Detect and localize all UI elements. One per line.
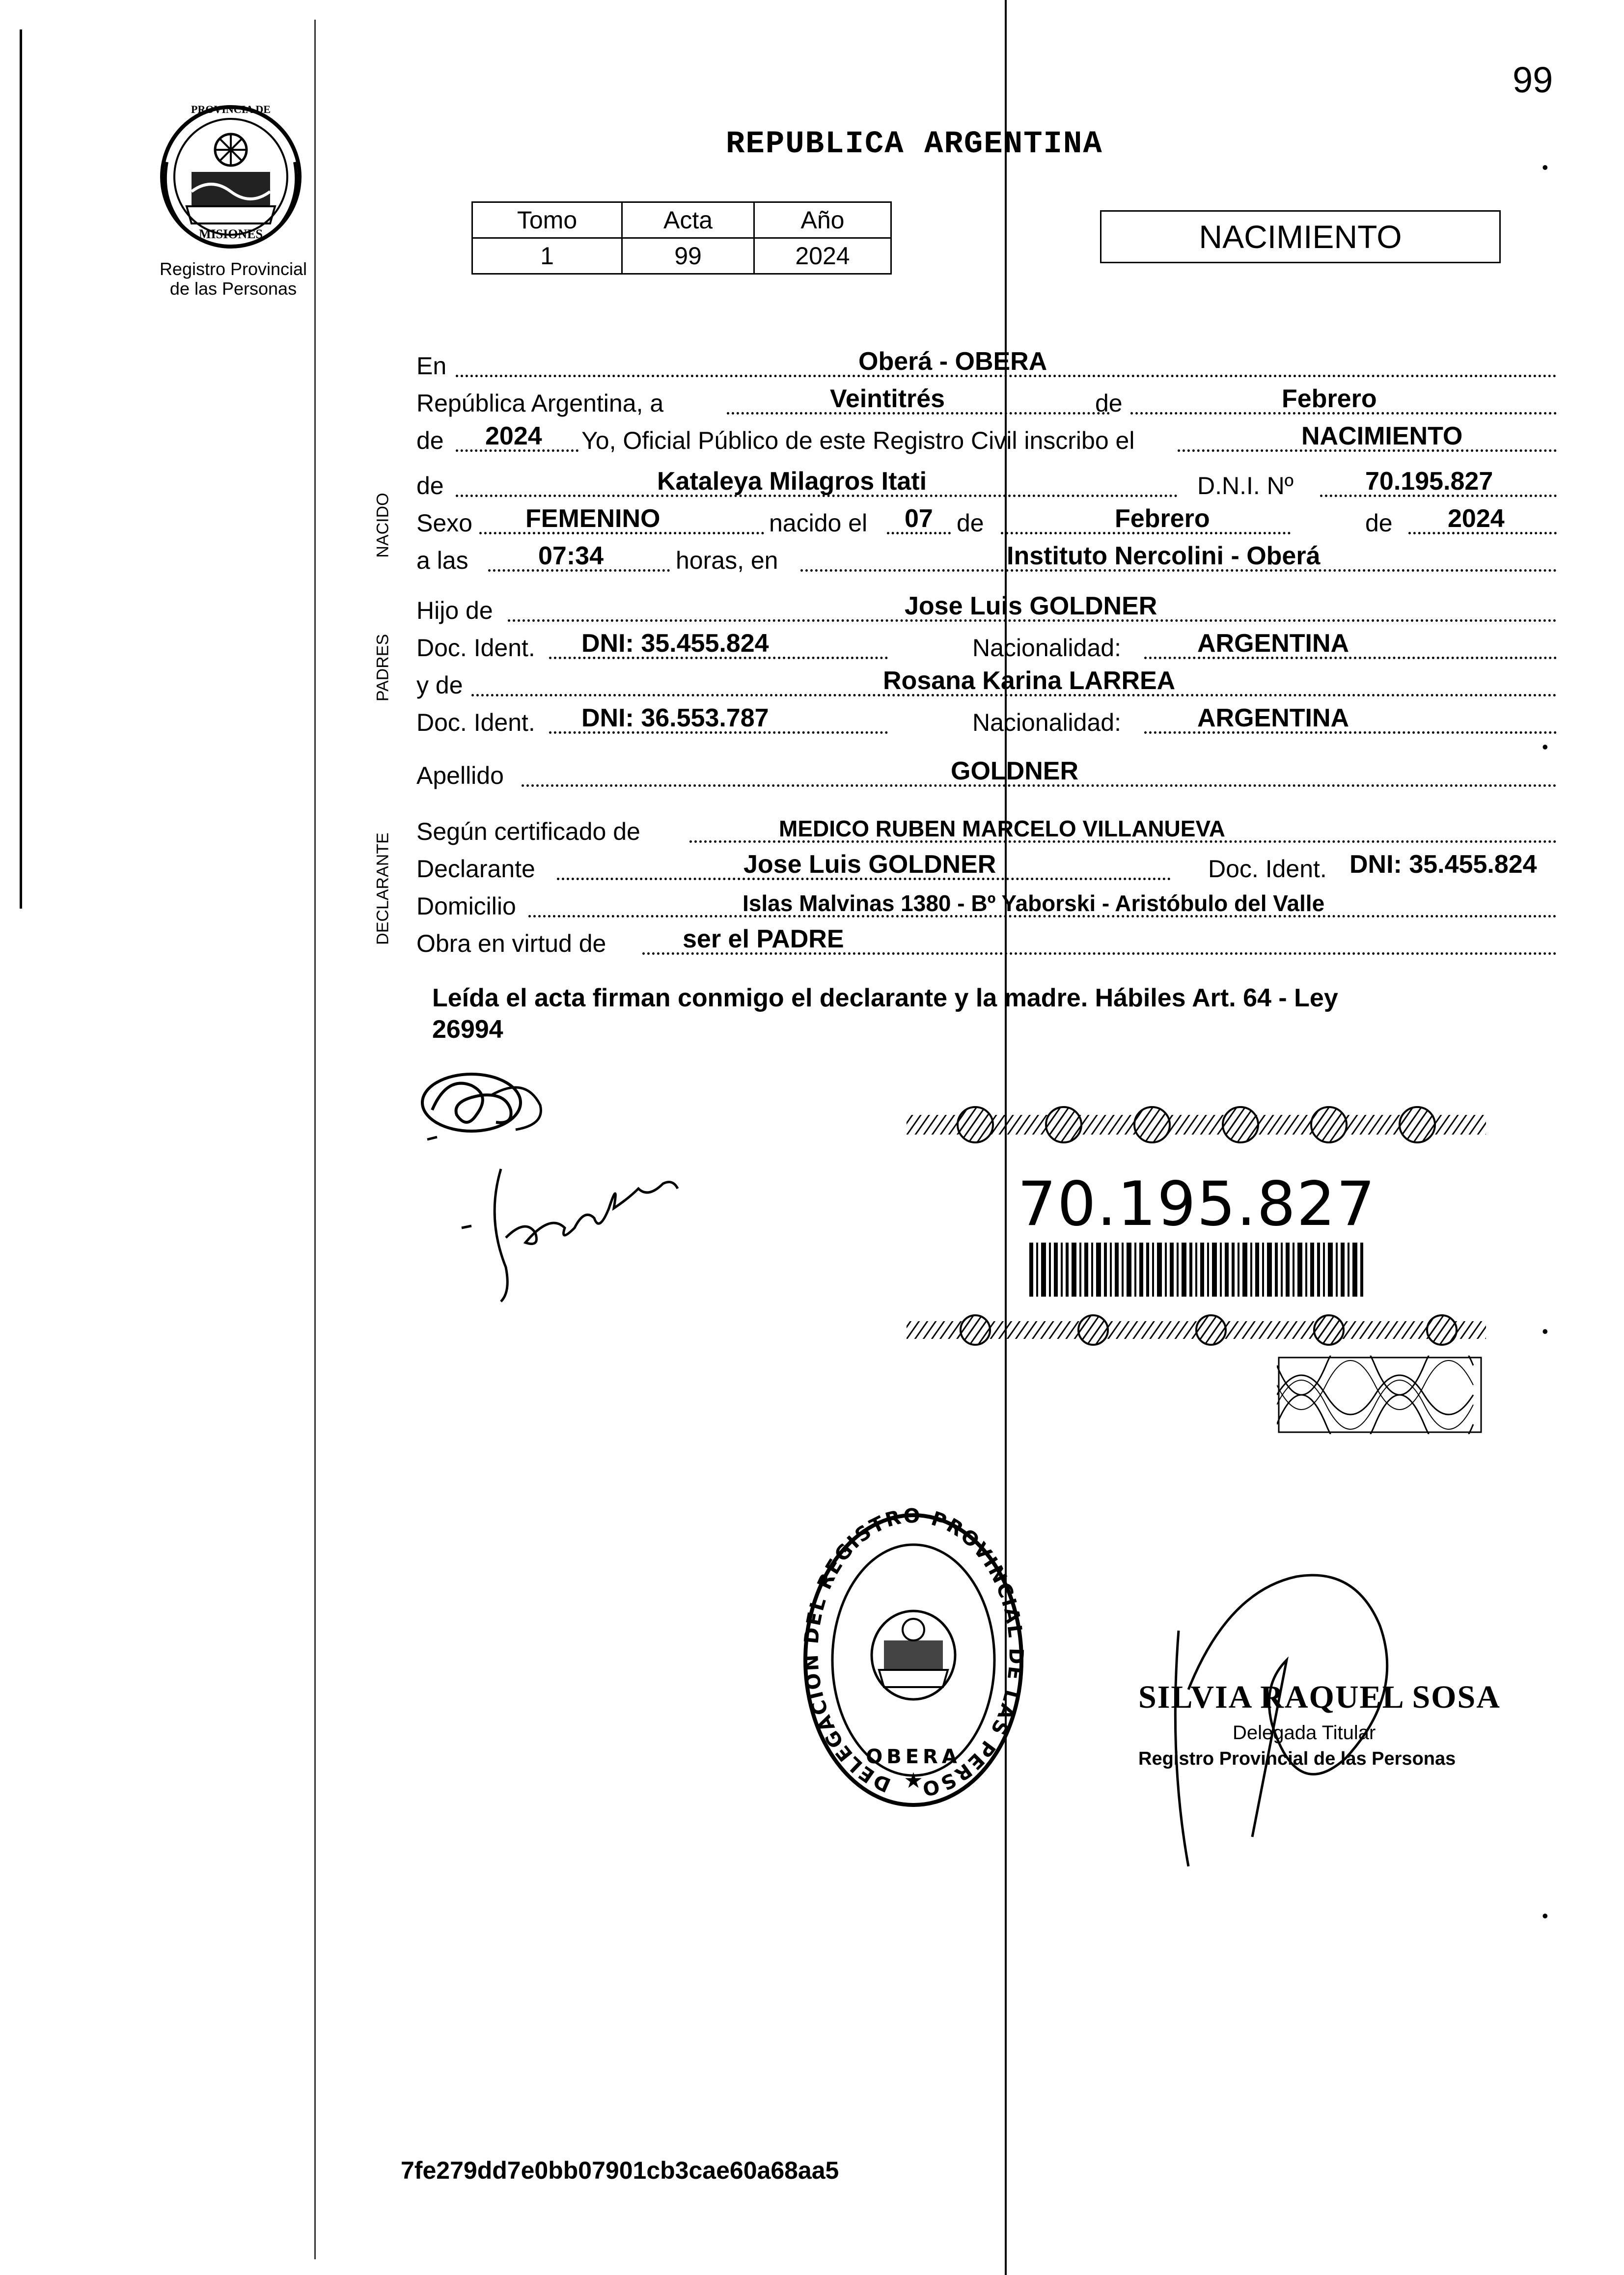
seal-text-top: PROVINCIA DE — [191, 103, 271, 115]
label-official-statement: Yo, Oficial Público de este Registro Civil inscribo el — [581, 427, 1135, 454]
stamp-ring-text: DELEGACION DEL REGISTRO PROVINCIAL DE LAS PERSO — [800, 1508, 1026, 1801]
row-father — [416, 594, 1557, 629]
document-hash: 7fe279dd7e0bb07901cb3cae60a68aa5 — [401, 2157, 839, 2184]
declarant-signature — [413, 1066, 555, 1149]
header-tomo: Tomo — [472, 202, 622, 238]
label-de: de — [416, 472, 444, 499]
label-doc-ident: Doc. Ident. — [416, 709, 535, 736]
label-segun-certificado: Según certificado de — [416, 818, 640, 845]
value-acta: 99 — [622, 238, 754, 274]
value-father-nationality: ARGENTINA — [1197, 629, 1349, 658]
row-address — [416, 890, 1557, 924]
section-tag-padres: PADRES — [373, 634, 392, 702]
row-mother — [416, 666, 1557, 703]
official-signature — [1149, 1562, 1473, 1876]
scan-mark: • — [1542, 1906, 1548, 1926]
value-birth-place: Instituto Nercolini - Oberá — [1007, 542, 1321, 570]
row-child-name — [416, 467, 1557, 504]
row-sex-and-birthdate — [416, 504, 1557, 541]
value-capacity: ser el PADRE — [683, 925, 844, 953]
section-tag-nacido: NACIDO — [373, 493, 392, 558]
official-title: Delegada Titular — [1233, 1722, 1376, 1744]
official-name: SILVIA RAQUEL SOSA — [1138, 1679, 1501, 1715]
label-nacionalidad: Nacionalidad: — [972, 709, 1121, 736]
label-domicilio: Domicilio — [416, 892, 516, 920]
label-y-de: y de — [416, 671, 463, 699]
value-birth-time: 07:34 — [538, 542, 604, 570]
label-sexo: Sexo — [416, 509, 472, 537]
sticker-top-band — [907, 1107, 1486, 1142]
sticker-bottom-band — [907, 1315, 1486, 1345]
label-de: de — [1365, 509, 1393, 537]
registry-caption-line2: de las Personas — [169, 278, 297, 299]
label-nacido-el: nacido el — [769, 509, 868, 537]
dni-sticker — [902, 1105, 1491, 1360]
row-father-doc — [416, 629, 1557, 666]
label-declarante: Declarante — [416, 855, 535, 883]
value-declarant-name: Jose Luis GOLDNER — [743, 850, 996, 879]
value-child-name: Kataleya Milagros Itati — [657, 467, 927, 496]
province-seal — [157, 103, 304, 250]
mother-signature — [452, 1149, 683, 1306]
value-registration-month: Febrero — [1282, 385, 1377, 413]
value-address: Islas Malvinas 1380 - Bº Yaborski - Aristóbulo del Valle — [743, 890, 1325, 916]
registry-caption-line1: Registro Provincial — [159, 259, 307, 279]
value-mother-doc: DNI: 36.553.787 — [581, 704, 769, 732]
value-birth-month: Febrero — [1115, 504, 1210, 533]
value-father-doc: DNI: 35.455.824 — [581, 629, 769, 658]
acta-type-box: NACIMIENTO — [1100, 210, 1501, 263]
official-office: Registro Provincial de las Personas — [1138, 1748, 1456, 1769]
stamp-city: OBERA — [866, 1746, 961, 1768]
record-reference-header-row — [472, 202, 891, 238]
label-en: En — [416, 352, 447, 380]
value-certificate: MEDICO RUBEN MARCELO VILLANUEVA — [779, 816, 1225, 841]
label-obra-en-virtud: Obra en virtud de — [416, 930, 606, 957]
row-registration-date — [416, 387, 1557, 421]
scan-mark: • — [1542, 1321, 1548, 1341]
row-declarant — [416, 850, 1557, 887]
label-republica: República Argentina, a — [416, 389, 664, 417]
closing-note-line2: 26994 — [432, 1015, 503, 1044]
binding-edge-line — [20, 29, 22, 909]
label-a-las: a las — [416, 547, 468, 574]
official-oval-stamp — [800, 1508, 1026, 1812]
closing-note-line1: Leída el acta firman conmigo el declarante y la madre. Hábiles Art. 64 - Ley — [432, 984, 1338, 1012]
label-doc-ident: Doc. Ident. — [1208, 855, 1327, 883]
record-reference-table — [471, 201, 892, 275]
security-guilloche — [1277, 1356, 1483, 1434]
sticker-number: 70.195.827 — [1018, 1169, 1376, 1240]
margin-line — [314, 20, 316, 2259]
label-hijo-de: Hijo de — [416, 597, 493, 624]
label-de: de — [957, 509, 984, 537]
value-act-type: NACIMIENTO — [1301, 422, 1463, 450]
value-child-dni: 70.195.827 — [1365, 467, 1493, 496]
row-birth-time-and-place — [416, 544, 1557, 579]
header-acta: Acta — [622, 202, 754, 238]
value-place: Oberá - OBERA — [858, 347, 1047, 376]
label-de: de — [416, 427, 444, 454]
value-mother-name: Rosana Karina LARREA — [883, 666, 1176, 695]
section-tag-declarante: DECLARANTE — [373, 832, 392, 945]
value-sex: FEMENINO — [525, 504, 661, 533]
seal-text-bottom: MISIONES — [198, 227, 263, 241]
header-ano: Año — [754, 202, 891, 238]
country-title: REPUBLICA ARGENTINA — [726, 127, 1103, 162]
row-certificate — [416, 815, 1557, 850]
stamp-emblem — [872, 1611, 955, 1699]
sticker-barcode — [1029, 1243, 1363, 1297]
value-tomo: 1 — [472, 238, 622, 274]
closing-note — [432, 982, 1542, 1045]
label-doc-ident: Doc. Ident. — [416, 634, 535, 662]
scan-mark: • — [1542, 737, 1548, 757]
row-place — [416, 347, 1557, 384]
value-birth-day: 07 — [905, 504, 933, 533]
row-year-and-act — [416, 424, 1557, 459]
label-horas-en: horas, en — [676, 547, 778, 574]
value-surname: GOLDNER — [951, 757, 1078, 785]
label-dni: D.N.I. Nº — [1197, 472, 1294, 499]
scan-mark: • — [1542, 157, 1548, 177]
value-birth-year: 2024 — [1448, 504, 1505, 533]
value-ano: 2024 — [754, 238, 891, 274]
value-mother-nationality: ARGENTINA — [1197, 704, 1349, 732]
label-nacionalidad: Nacionalidad: — [972, 634, 1121, 662]
record-reference-value-row — [472, 238, 891, 274]
value-registration-day: Veintitrés — [830, 385, 945, 413]
page-number: 99 — [1513, 59, 1553, 100]
row-mother-doc — [416, 706, 1557, 741]
value-declarant-doc: DNI: 35.455.824 — [1349, 850, 1537, 879]
label-de: de — [1095, 389, 1123, 417]
star-icon: ★ — [904, 1769, 923, 1793]
row-capacity — [416, 927, 1557, 962]
value-father-name: Jose Luis GOLDNER — [905, 592, 1157, 620]
label-apellido: Apellido — [416, 762, 504, 789]
registry-caption — [142, 259, 324, 299]
row-surname — [416, 759, 1557, 794]
value-registration-year: 2024 — [485, 422, 542, 450]
